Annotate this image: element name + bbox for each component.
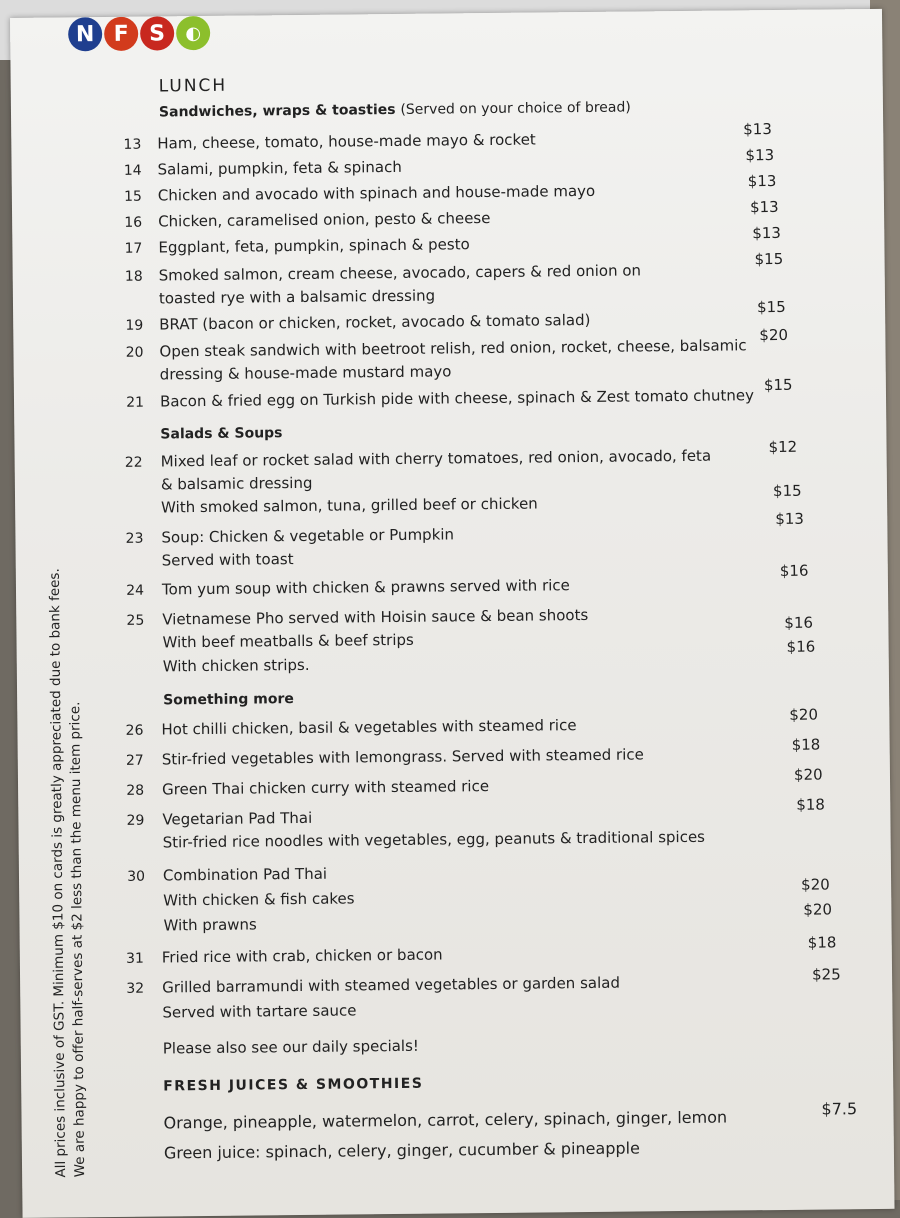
category-something-more: Something more [163,691,294,709]
item-description: Eggplant, feta, pumpkin, spinach & pesto [158,235,470,257]
item-price: $13 [747,171,777,191]
item-number: 31 [125,950,144,967]
item-description-cont: dressing & house-made mustard mayo [159,362,452,384]
item-variant: With prawns [163,915,257,935]
item-price: $12 [768,437,798,457]
item-number: 19 [125,317,144,334]
item-number: 23 [125,530,144,547]
item-description: Mixed leaf or rocket salad with cherry tomatoes, red onion, avocado, feta [160,446,712,471]
item-description: Bacon & fried egg on Turkish pide with cheese, spinach & Zest tomato chutney [159,386,755,411]
item-description: Green Thai chicken curry with steamed rice [161,777,490,799]
item-description: Salami, pumpkin, feta & spinach [157,157,402,179]
item-variant: With beef meatballs & beef strips [162,630,414,652]
juice-item: Green juice: spinach, celery, ginger, cucumber & pineapple [163,1138,640,1163]
item-number: 20 [125,344,144,361]
daily-specials-note: Please also see our daily specials! [162,1036,419,1058]
pricing-note-line1: All prices inclusive of GST. Minimum $10 on cards is greatly appreciated due to bank fees. [46,568,70,1178]
item-price: $15 [763,375,793,395]
logo-letter-s: S [140,16,174,50]
item-description: Stir-fried vegetables with lemongrass. Served with steamed rice [161,745,644,769]
category-sandwiches-note: (Served on your choice of bread) [400,99,631,118]
item-price-variant: $16 [786,637,816,656]
item-price: $13 [745,146,775,165]
item-price: $18 [807,933,837,952]
item-description: Chicken and avocado with spinach and house-made mayo [157,181,596,205]
item-price: $13 [749,197,779,217]
item-price-variant: $20 [803,900,833,919]
item-description-cont: Served with tartare sauce [162,1001,357,1022]
item-number: 29 [126,812,145,829]
item-number: 30 [127,868,146,885]
item-description-cont: Served with toast [161,550,294,570]
item-number: 22 [124,454,143,471]
item-price: $25 [811,965,841,984]
lime-icon: ◐ [176,16,210,50]
item-price: $15 [756,297,786,317]
item-description: Vegetarian Pad Thai [162,808,313,829]
logo [68,16,210,51]
item-number: 26 [125,722,144,739]
item-description: BRAT (bacon or chicken, rocket, avocado & tomato salad) [159,310,591,334]
item-number: 27 [125,752,144,769]
item-description: Tom yum soup with chicken & prawns served with rice [161,576,570,599]
item-number: 21 [126,394,145,411]
item-description-cont: Stir-fried rice noodles with vegetables, egg, peanuts & traditional spices [162,827,706,852]
item-number: 32 [126,980,145,997]
category-sandwiches [159,100,631,121]
section-title-juices: FRESH JUICES & SMOOTHIES [163,1075,424,1095]
item-description: Vietnamese Pho served with Hoisin sauce & bean shoots [162,605,589,629]
juice-item: Orange, pineapple, watermelon, carrot, celery, spinach, ginger, lemon [163,1107,728,1133]
item-price: $18 [791,735,821,754]
item-number: 15 [123,188,142,205]
item-price: $13 [752,223,782,243]
section-title-lunch: LUNCH [158,75,228,97]
item-number: 25 [126,612,145,629]
item-number: 28 [126,782,145,799]
menu-sheet [10,9,895,1218]
item-description: Hot chilli chicken, basil & vegetables with steamed rice [161,716,577,739]
category-sandwiches-title: Sandwiches, wraps & toasties [158,101,396,121]
item-variant: With smoked salmon, tuna, grilled beef or chicken [161,494,538,517]
item-price: $16 [779,561,809,580]
item-number: 13 [123,136,142,153]
item-price: $20 [759,325,789,345]
item-price: $20 [789,705,819,724]
item-price: $13 [743,120,772,139]
juice-price: $7.5 [821,1099,858,1119]
item-number: 14 [123,162,142,179]
item-description: Soup: Chicken & vegetable or Pumpkin [161,525,455,547]
item-variant: With chicken & fish cakes [163,889,355,910]
item-description: Smoked salmon, cream cheese, avocado, capers & red onion on [158,261,642,285]
item-variant: With chicken strips. [162,655,310,676]
item-price: $15 [754,249,784,269]
item-price: $18 [796,795,826,814]
item-price: $13 [775,509,805,529]
item-description: Fried rice with crab, chicken or bacon [161,945,443,967]
item-price: $20 [801,875,830,894]
item-description: Open steak sandwich with beetroot relish, red onion, rocket, cheese, balsamic [159,336,747,361]
item-number: 16 [124,214,143,231]
item-description: Ham, cheese, tomato, house-made mayo & rocket [157,130,536,153]
item-price: $20 [793,765,823,784]
category-salads-soups: Salads & Soups [160,425,283,443]
item-price: $16 [784,613,814,632]
item-description: Grilled barramundi with steamed vegetables or garden salad [162,973,621,997]
item-description: Chicken, caramelised onion, pesto & cheese [158,208,491,231]
item-number: 24 [126,582,145,599]
pricing-note-line2: We are happy to offer half-serves at $2 less than the menu item price. [67,701,89,1178]
logo-letter-n: N [68,17,102,51]
logo-letter-f: F [104,17,138,51]
item-description-cont: & balsamic dressing [160,473,313,494]
item-description-cont: toasted rye with a balsamic dressing [158,286,436,308]
item-description: Combination Pad Thai [162,864,328,885]
item-number: 17 [124,240,143,257]
pricing-note [45,537,90,1177]
item-price-variant: $15 [772,481,802,501]
item-number: 18 [124,268,143,285]
